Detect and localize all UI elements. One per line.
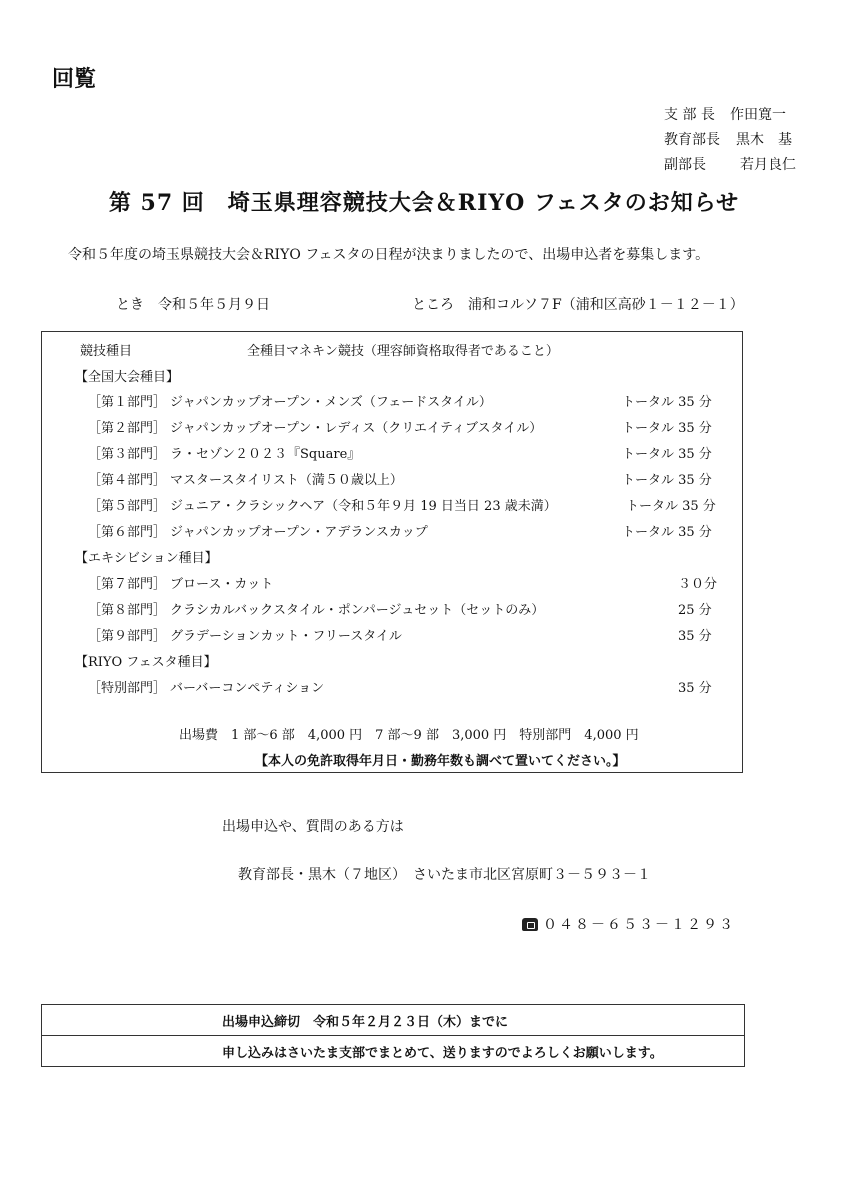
list-item (88, 521, 428, 540)
event-place: ところ 浦和コルソ７F（浦和区高砂１－１２－１） (412, 297, 744, 313)
officer-name: 作田寛一 (730, 107, 786, 123)
list-item (88, 417, 542, 436)
section-heading-riyo-festa: 【RIYO フェスタ種目】 (75, 655, 217, 670)
list-item (88, 495, 557, 514)
list-item (88, 599, 544, 618)
list-item (88, 469, 403, 488)
division-time: トータル 35 分 (622, 395, 712, 410)
division-name: グラデーションカット・フリースタイル (170, 629, 402, 644)
phone-number: ０４８－６５３－１２９３ (543, 917, 735, 933)
closing-box (41, 1035, 745, 1067)
list-item (88, 625, 402, 644)
division-number: ［第４部門］ (88, 473, 167, 488)
license-note: 【本人の免許取得年月日・勤務年数も調べて置いてください。】 (255, 754, 626, 769)
competition-box (41, 331, 743, 773)
contact-intro: 出場申込や、質問のある方は (222, 819, 404, 835)
division-name: ジュニア・クラシックヘア（令和５年９月 19 日当日 23 歳未満） (170, 499, 557, 514)
division-time: トータル 35 分 (622, 473, 712, 488)
officer-education-chief (664, 129, 792, 149)
closing-text: 申し込みはさいたま支部でまとめて、送りますのでよろしくお願いします。 (222, 1046, 663, 1061)
officer-branch-chief (664, 104, 786, 124)
division-number: ［第２部門］ (88, 421, 167, 436)
division-name: クラシカルバックスタイル・ポンパージュセット（セットのみ） (170, 603, 545, 618)
officer-role: 副部長 (664, 157, 706, 173)
division-name: ジャパンカップオープン・レディス（クリエイティブスタイル） (170, 421, 543, 436)
division-number: ［第３部門］ (88, 447, 167, 462)
phone-icon (522, 918, 538, 931)
division-time: トータル 35 分 (622, 447, 712, 462)
deadline-text: 出場申込締切 令和５年２月２３日（木）までに (222, 1015, 509, 1030)
intro-text: 令和５年度の埼玉県競技大会＆RIYO フェスタの日程が決まりましたので、出場申込者を募集します。 (68, 247, 710, 263)
division-time: トータル 35 分 (626, 499, 716, 514)
officer-name: 黒木 基 (736, 132, 792, 148)
competition-description: 全種目マネキン競技（理容師資格取得者であること） (247, 344, 559, 359)
competition-label: 競技種目 (80, 344, 133, 359)
list-item (88, 391, 492, 410)
division-number: ［特別部門］ (88, 681, 167, 696)
division-time: 35 分 (678, 629, 712, 644)
division-number: ［第６部門］ (88, 525, 167, 540)
division-time: トータル 35 分 (622, 525, 712, 540)
officer-name: 若月良仁 (740, 157, 796, 173)
division-time: 25 分 (678, 603, 712, 618)
circulation-label: 回覧 (52, 67, 97, 92)
officer-role: 支 部 長 (664, 107, 715, 123)
list-item (88, 443, 360, 462)
deadline-box (41, 1004, 745, 1036)
contact-phone (522, 914, 735, 934)
division-number: ［第１部門］ (88, 395, 167, 410)
division-number: ［第５部門］ (88, 499, 167, 514)
division-number: ［第７部門］ (88, 577, 167, 592)
division-time: トータル 35 分 (622, 421, 712, 436)
officer-vice-chief (664, 154, 796, 174)
division-name: バーバーコンペティション (170, 681, 325, 696)
division-name: ジャパンカップオープン・アデランスカップ (170, 525, 428, 540)
entry-fees: 出場費 1 部～6 部 4,000 円 7 部～9 部 3,000 円 特別部門 4,000 円 (179, 728, 639, 743)
page-title: 第 57 回 埼玉県理容競技大会＆RIYO フェスタのお知らせ (108, 190, 740, 216)
list-item (88, 677, 324, 696)
division-time: ３０分 (678, 577, 718, 592)
event-date: とき 令和５年５月９日 (116, 297, 270, 313)
division-name: ラ・セゾン２０２３『Square』 (170, 447, 361, 462)
section-heading-exhibition: 【エキシビション種目】 (75, 551, 218, 566)
list-item (88, 573, 273, 592)
section-heading-national: 【全国大会種目】 (75, 370, 180, 385)
officer-role: 教育部長 (664, 132, 720, 148)
division-name: ジャパンカップオープン・メンズ（フェードスタイル） (170, 395, 492, 410)
division-number: ［第９部門］ (88, 629, 167, 644)
contact-person: 教育部長・黒木（７地区） さいたま市北区宮原町３－５９３－１ (238, 867, 651, 883)
division-name: ブロース・カット (170, 577, 274, 592)
division-number: ［第８部門］ (88, 603, 167, 618)
division-time: 35 分 (678, 681, 712, 696)
division-name: マスタースタイリスト（満５０歳以上） (170, 473, 403, 488)
